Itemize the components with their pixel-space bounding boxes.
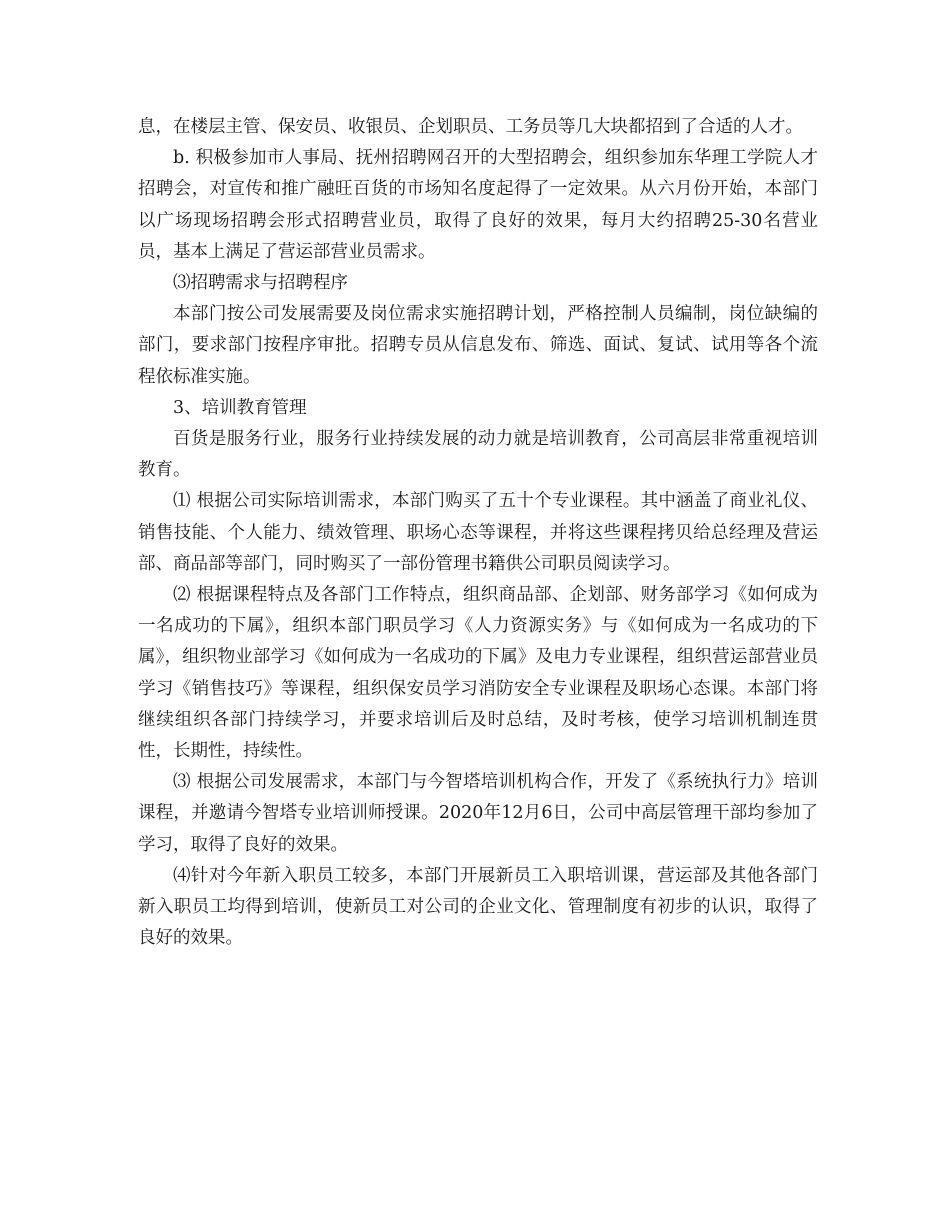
paragraph: 百货是服务行业，服务行业持续发展的动力就是培训教育，公司高层非常重视培训教育。 xyxy=(138,429,818,481)
paragraph: 息，在楼层主管、保安员、收银员、企划职员、工务员等几大块都招到了合适的人才。 xyxy=(138,117,803,137)
paragraph: 本部门按公司发展需要及岗位需求实施招聘计划，严格控制人员编制，岗位缺编的部门，要求部门按程序审批。招聘专员从信息发布、筛选、面试、复试、试用等各个流程依标准实施。 xyxy=(138,304,818,387)
section-heading: 3、培训教育管理 xyxy=(173,397,307,418)
document-body xyxy=(138,112,818,954)
paragraph: ⑷针对今年新入职员工较多，本部门开展新员工入职培训课，营运部及其他各部门新入职员工均得到培训，使新员工对公司的企业文化、管理制度有初步的认识，取得了良好的效果。 xyxy=(138,865,818,949)
subheading: ⑶招聘需求与招聘程序 xyxy=(173,273,348,294)
paragraph: ⑶ 根据公司发展需求，本部门与今智塔培训机构合作，开发了《系统执行力》培训课程，并邀请今智塔专业培训师授课。2020年12月6日，公司中高层管理干部均参加了学习，取得了良好的效果。 xyxy=(138,772,818,855)
paragraph: ⑴ 根据公司实际培训需求，本部门购买了五十个专业课程。其中涵盖了商业礼仪、销售技能、个人能力、绩效管理、职场心态等课程，并将这些课程拷贝给总经理及营运部、商品部等部门，同时购买了一部份管理书籍供公司职员阅读学习。 xyxy=(138,491,818,574)
paragraph: ⑵ 根据课程特点及各部门工作特点，组织商品部、企划部、财务部学习《如何成为一名成功的下属》，组织本部门职员学习《人力资源实务》与《如何成为一名成功的下属》，组织物业部学习《如何成为一名成功的下属》及电力专业课程，组织营运部营业员学习《销售技巧》等课程，组织保安员学习消防安全专业课程及职场心态课。本部门将继续组织各部门持续学习，并要求培训后及时总结，及时考核，使学习培训机制连贯性，长期性，持续性。 xyxy=(138,585,818,762)
paragraph: b. 积极参加市人事局、抚州招聘网召开的大型招聘会，组织参加东华理工学院人才招聘会，对宣传和推广融旺百货的市场知名度起得了一定效果。从六月份开始，本部门以广场现场招聘会形式招聘营业员，取得了良好的效果，每月大约招聘25-30名营业员，基本上满足了营运部营业员需求。 xyxy=(138,148,818,262)
